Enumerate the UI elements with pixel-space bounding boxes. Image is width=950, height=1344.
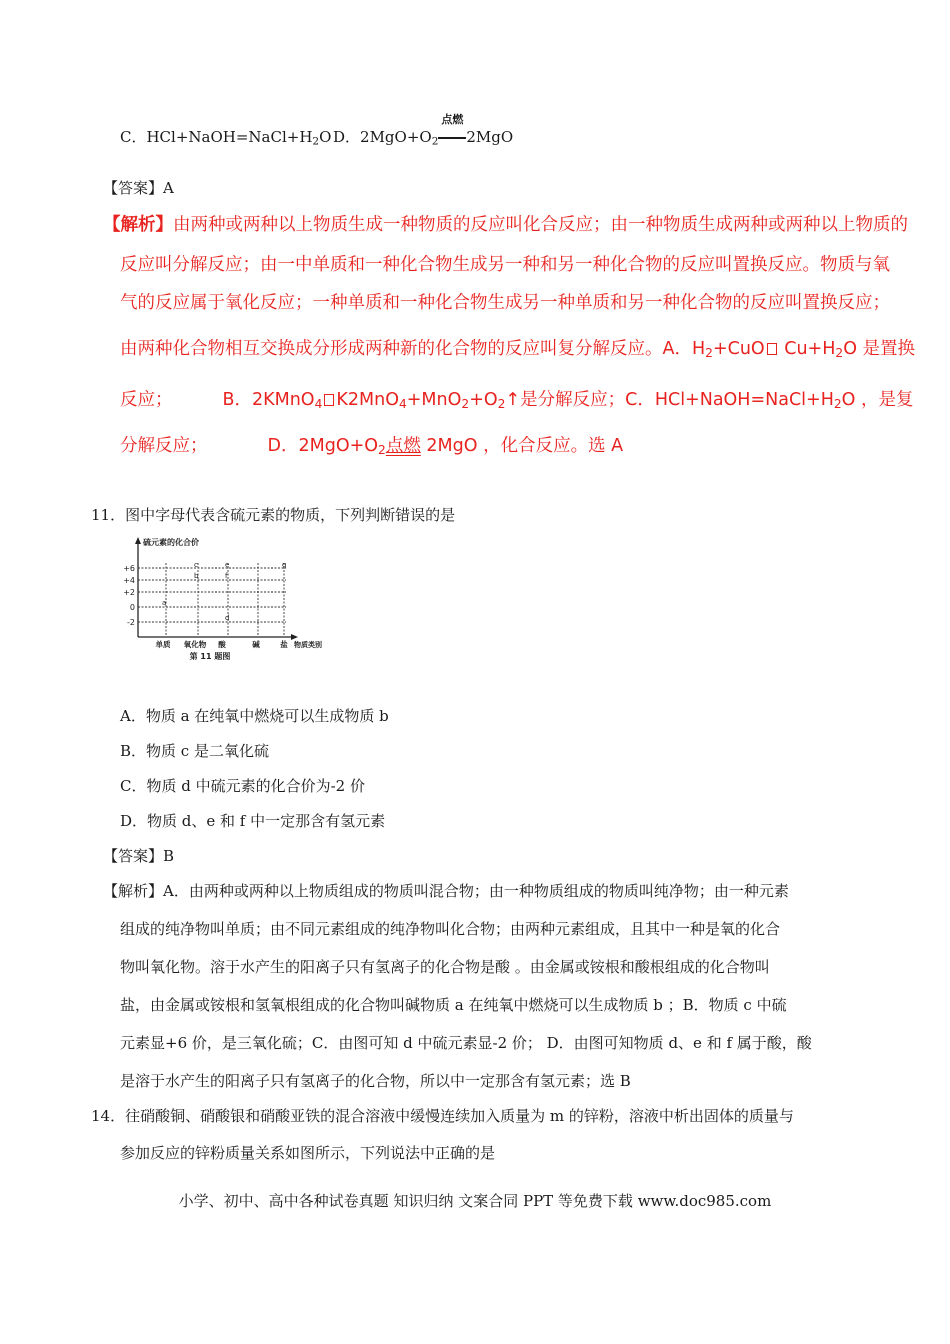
answer-value: A bbox=[163, 179, 174, 197]
option-d-product: 2MgO bbox=[466, 128, 514, 146]
analysis-10-line-3: 气的反应属于氧化反应；一种单质和一种化合物生成另一种单质和另一种化合物的反应叫置换反应； bbox=[120, 293, 890, 313]
analysis-10-line-5 bbox=[120, 388, 914, 416]
line5-mid3: +O bbox=[469, 390, 498, 410]
point-g: g bbox=[282, 561, 287, 569]
answer-11 bbox=[103, 846, 174, 866]
line5-sub4: 2 bbox=[497, 397, 506, 412]
option-b-11: B．物质 c 是二氧化硫 bbox=[120, 742, 269, 760]
line4-mid2: Cu+H bbox=[778, 339, 836, 359]
page-footer: 小学、初中、高中各种试卷真题 知识归纳 文案合同 PPT 等免费下载 www.doc985.com bbox=[178, 1192, 772, 1210]
line5-end: ↑是分解反应；C．HCl+NaOH=NaCl+H bbox=[505, 390, 834, 410]
condition-label: 点燃 bbox=[441, 113, 464, 126]
line4-text: 由两种化合物相互交换成分形成两种新的化合物的反应叫复分解反应。A．H bbox=[120, 339, 706, 359]
line5-mid: K2MnO bbox=[336, 390, 399, 410]
analysis-11-line-6: 是溶于水产生的阳离子只有氢离子的化合物，所以中一定那含有氢元素；选 B bbox=[120, 1072, 631, 1090]
option-d-11: D．物质 d、e 和 f 中一定那含有氢元素 bbox=[120, 812, 386, 830]
analysis-11-line-1 bbox=[103, 881, 789, 901]
analysis-11-line-3: 物叫氧化物。溶于水产生的阳离子只有氢离子的化合物是酸 。由金属或铵根和酸根组成的化合物叫 bbox=[120, 958, 770, 976]
xtick: 酸 bbox=[218, 640, 226, 649]
line6-sub: 2 bbox=[378, 443, 386, 458]
analysis-10-line-1 bbox=[103, 213, 908, 237]
answer-value: B bbox=[163, 847, 175, 865]
answer-label: 【答案】 bbox=[103, 179, 164, 197]
xtick: 盐 bbox=[280, 640, 288, 649]
figure-caption: 第 11 题图 bbox=[189, 652, 231, 661]
option-d bbox=[333, 113, 514, 152]
option-c-text: C．HCl+NaOH=NaCl+H bbox=[120, 128, 313, 146]
line4-end: O 是置换 bbox=[843, 339, 916, 359]
xtick: 氧化物 bbox=[183, 640, 207, 649]
option-c-11: C．物质 d 中硫元素的化合价为-2 价 bbox=[120, 777, 365, 795]
line6-condition: 点燃 bbox=[385, 436, 421, 456]
option-a-11: A．物质 a 在纯氧中燃烧可以生成物质 b bbox=[120, 707, 389, 725]
arrow-placeholder-icon bbox=[767, 343, 777, 355]
analysis-label: 【解析】 bbox=[103, 882, 164, 900]
line5-sub1: 4 bbox=[314, 397, 323, 412]
analysis-11-line-2: 组成的纯净物叫单质；由不同元素组成的纯净物叫化合物；由两种元素组成，且其中一种是氧的化合 bbox=[120, 920, 781, 938]
valence-chart bbox=[118, 535, 322, 665]
line4-mid: +CuO bbox=[712, 339, 765, 359]
point-f: f bbox=[225, 572, 228, 580]
line5-mid2: +MnO bbox=[406, 390, 462, 410]
question-14-line-1: 14．往硝酸铜、硝酸银和硝酸亚铁的混合溶液中缓慢连续加入质量为 m 的锌粉，溶液中析出固体的质量与 bbox=[91, 1107, 794, 1125]
question-14-line-2: 参加反应的锌粉质量关系如图所示，下列说法中正确的是 bbox=[120, 1144, 496, 1162]
arrow-placeholder-icon bbox=[324, 394, 334, 406]
option-c bbox=[120, 127, 331, 152]
option-d-sub: 2 bbox=[431, 135, 439, 148]
answer-label: 【答案】 bbox=[103, 847, 164, 865]
line5-sub5: 2 bbox=[833, 397, 842, 412]
ytick: +4 bbox=[123, 576, 135, 585]
point-d: d bbox=[225, 614, 230, 622]
analysis-label: 【解析】 bbox=[103, 215, 173, 235]
line5-end2: O ，是复 bbox=[841, 390, 914, 410]
line5-text: 反应； bbox=[120, 390, 173, 410]
line4-sub2: 2 bbox=[835, 346, 844, 361]
line5-sub3: 2 bbox=[461, 397, 470, 412]
analysis-10-line-6 bbox=[120, 434, 623, 462]
y-axis-label: 硫元素的化合价 bbox=[143, 538, 199, 547]
xtick: 碱 bbox=[252, 640, 260, 649]
option-c-sub: 2 bbox=[312, 135, 320, 148]
line4-sub: 2 bbox=[705, 346, 713, 361]
analysis-text: 由两种或两种以上物质生成一种物质的反应叫化合反应；由一种物质生成两种或两种以上物质的 bbox=[173, 215, 908, 235]
line5-sub2: 4 bbox=[398, 397, 407, 412]
analysis-text: A．由两种或两种以上物质组成的物质叫混合物；由一种物质组成的物质叫纯净物；由一种元素 bbox=[163, 882, 789, 900]
ytick: -2 bbox=[127, 618, 135, 627]
ytick: 0 bbox=[129, 603, 135, 612]
option-d-text: D．2MgO+O bbox=[333, 128, 432, 146]
point-a: a bbox=[162, 599, 167, 607]
ytick: +6 bbox=[123, 564, 135, 573]
point-c: c bbox=[194, 561, 198, 569]
line5-b: B．2KMnO bbox=[222, 390, 315, 410]
analysis-11-line-5: 元素显+6 价，是三氧化硫；C．由图可知 d 中硫元素显-2 价； D．由图可知物质 d、e 和 f 属于酸，酸 bbox=[120, 1034, 812, 1052]
line6-end: 2MgO ，化合反应。选 A bbox=[420, 436, 624, 456]
line6-d: D．2MgO+O bbox=[267, 436, 379, 456]
line6-text: 分解反应； bbox=[120, 436, 208, 456]
question-11-stem: 11．图中字母代表含硫元素的物质，下列判断错误的是 bbox=[91, 506, 456, 524]
reaction-condition bbox=[438, 113, 466, 147]
analysis-10-line-2: 反应叫分解反应；由一中单质和一种化合物生成另一种和另一种化合物的反应叫置换反应。物质与氧 bbox=[120, 255, 890, 275]
analysis-10-line-4 bbox=[120, 337, 915, 365]
point-b: b bbox=[194, 572, 199, 580]
x-axis-label: 物质类别 bbox=[294, 641, 322, 649]
point-e: e bbox=[225, 561, 230, 569]
ytick: +2 bbox=[123, 588, 135, 597]
analysis-11-line-4: 盐，由金属或铵根和氢氧根组成的化合物叫碱物质 a 在纯氧中燃烧可以生成物质 b ；B．物质 c 中硫 bbox=[120, 996, 787, 1014]
option-c-suffix: O bbox=[319, 128, 332, 146]
xtick: 单质 bbox=[155, 640, 171, 649]
sulfur-valence-figure bbox=[118, 535, 322, 665]
answer-10 bbox=[103, 178, 174, 198]
